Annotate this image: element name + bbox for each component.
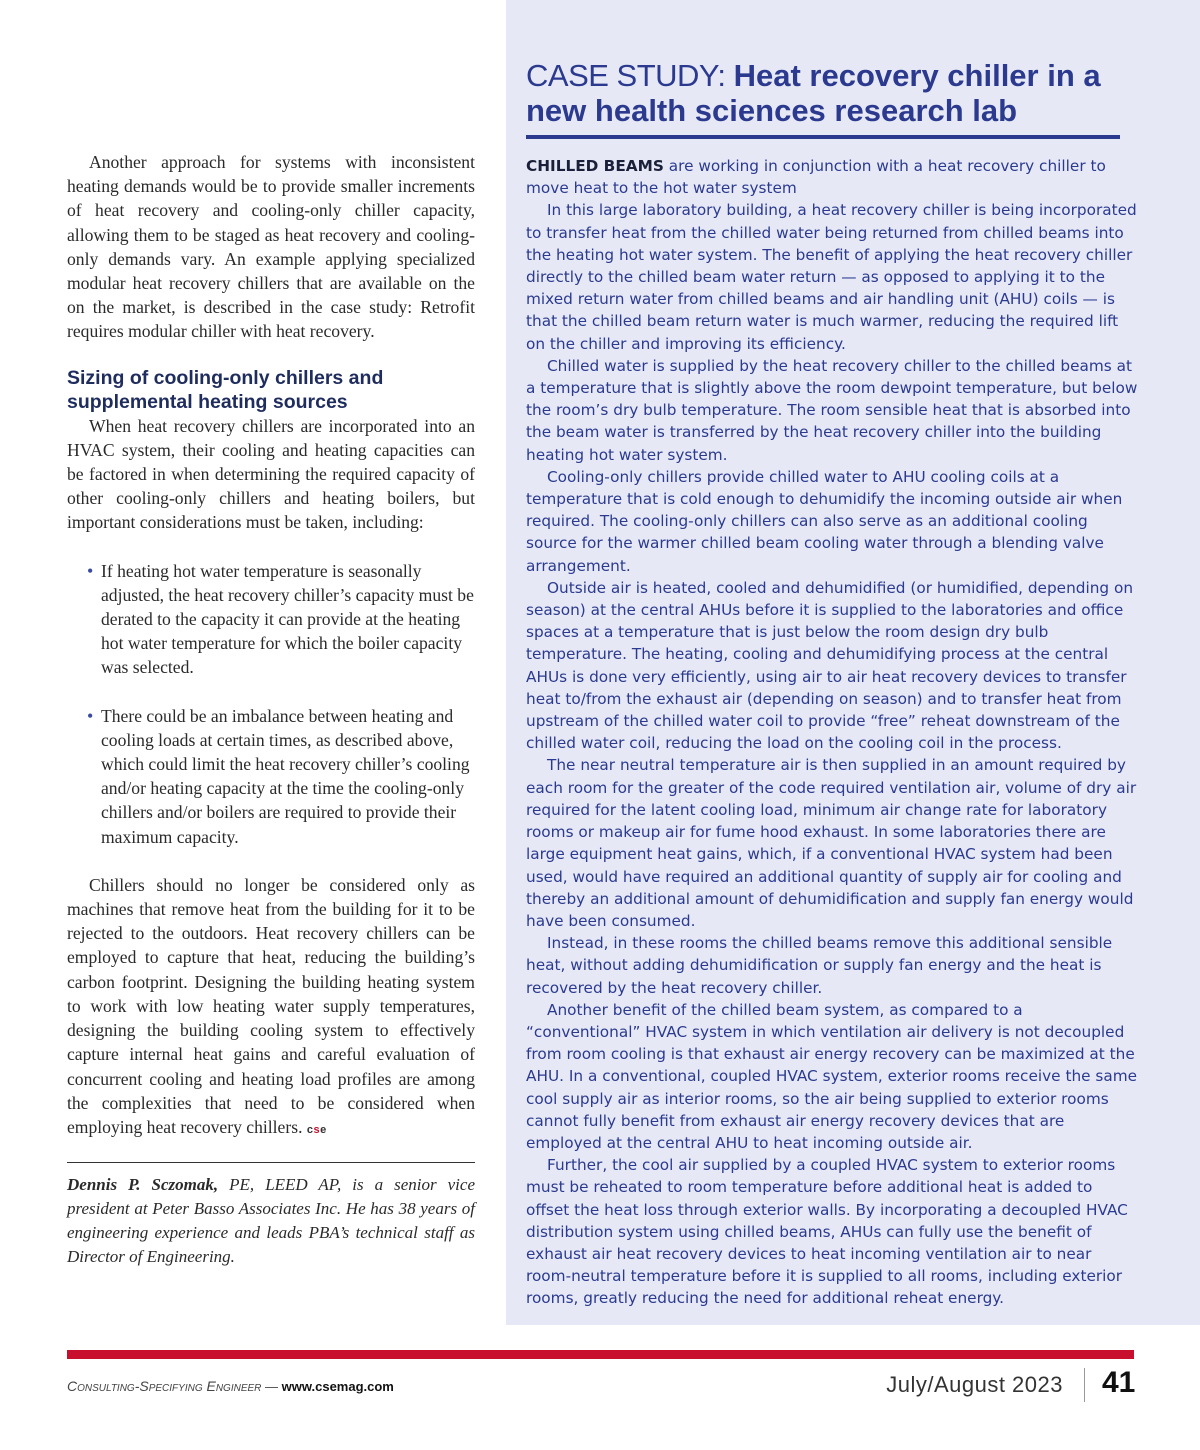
case-study-paragraph: Instead, in these rooms the chilled beams remove this additional sensible heat, without adding dehumidification or supply fan energy and the heat is recovered by the heat recovery chiller. <box>526 934 1113 997</box>
intro-paragraph: Another approach for systems with inconsistent heating demands would be to provide smaller increments of heat recovery and cooling-only chiller capacity, allowing them to be staged as heat recovery and cooling-only demands vary. An example applying specialized modular heat recovery chillers that are available on the on the market, is described in the case study: Retrofit requires modular chiller with heat recovery. <box>67 152 475 342</box>
publication-name: Consulting-Specifying Engineer <box>67 1378 262 1394</box>
bullet-icon: • <box>87 705 94 726</box>
case-study-intro <box>526 155 1138 199</box>
author-bio-text: PE, LEED AP, is a senior vice president at Peter Basso Associates Inc. He has 38 years of engineering experience and leads PBA’s technical staff as Director of Engineering. <box>67 1175 475 1267</box>
case-study-paragraph: Another benefit of the chilled beam system, as compared to a “conventional” HVAC system in which ventilation air delivery is not decoupled from room cooling is that exhaust air energy recovery can be maximized at the AHU. In a conventional, coupled HVAC system, exterior rooms receive the same cool supply air as interior rooms, so the air being supplied to exterior rooms cannot fully benefit from exhaust air energy recovery devices that are employed at the central AHU to heat incoming outside air. <box>526 1000 1138 1152</box>
footer-publication <box>67 1378 394 1394</box>
list-item <box>87 559 475 680</box>
lead-in: CHILLED BEAMS <box>526 157 664 175</box>
case-study-paragraph: The near neutral temperature air is then supplied in an amount required by each room for the greater of the code required ventilation air, volume of dry air required for the latent cooling load, minimum air change rate for laboratory rooms or makeup air for fume hood exhaust. In some laboratories there are large equipment heat gains, which, if a conventional HVAC system had been used, would have required an additional quantity of supply air for cooling and thereby an additional amount of dehumidification and supply fan energy would have been consumed. <box>526 756 1137 930</box>
case-study-paragraph: Outside air is heated, cooled and dehumidified (or humidified, depending on season) at the central AHUs before it is supplied to the laboratories and office spaces at a temperature that is just below the room design dry bulb temperature. The heating, cooling and dehumidifying process at the central AHUs is done very efficiently, using air to air heat recovery devices to transfer heat to/from the exhaust air (depending on season) and to transfer heat from upstream of the chilled water coil to provide “free” reheat downstream of the chilled water coil, reducing the load on the cooling coil in the process. <box>526 578 1134 753</box>
case-study-paragraph: In this large laboratory building, a heat recovery chiller is being incorporated to transfer heat from the chilled water being returned from chilled beams into the heating hot water system. The benefit of applying the heat recovery chiller directly to the chilled beam water return — as opposed to applying it to the mixed return water from chilled beams and air handling unit (AHU) coils — is that the chilled beam return water is much warmer, reducing the required lift on the chiller and improving its efficiency. <box>526 201 1137 353</box>
author-bio <box>67 1173 475 1269</box>
footer-red-bar <box>67 1350 1134 1359</box>
case-study-headline: Heat recovery chiller in a new health sciences research lab <box>526 58 1101 128</box>
case-study-label: CASE STUDY: <box>526 58 734 93</box>
closing-paragraph-text: Chillers should no longer be considered only as machines that remove heat from the building for it to be rejected to the outdoors. Heat recovery chillers can be employed to capture that heat, reducing the building’s carbon footprint. Designing the building heating system to work with low heating water supply temperatures, designing the building cooling system to effectively capture internal heat gains and careful evaluation of concurrent cooling and heating load profiles are among the complexities that need to be considered when employing heat recovery chillers. <box>67 874 475 1137</box>
case-study-title <box>526 58 1138 128</box>
case-study-intro-text: are working in conjunction with a heat recovery chiller to move heat to the hot water system <box>526 157 1106 198</box>
case-study-content <box>526 58 1138 1310</box>
section-subheading: Sizing of cooling-only chillers and supplemental heating sources <box>67 366 384 413</box>
considerations-list <box>67 559 475 849</box>
list-item-text: There could be an imbalance between heating and cooling loads at certain times, as described above, which could limit the heat recovery chiller’s cooling and/or heating capacity at the time the cooling-only chillers and/or boilers are required to provide their maximum capacity. <box>101 705 470 847</box>
author-name: Dennis P. Sczomak, <box>67 1175 219 1195</box>
page-number: 41 <box>1102 1366 1136 1399</box>
sizing-paragraph: When heat recovery chillers are incorporated into an HVAC system, their cooling and heating capacities can be factored in when determining the required capacity of other cooling-only chillers and heating boilers, but important considerations must be taken, including: <box>67 415 475 533</box>
closing-paragraph <box>67 873 475 1142</box>
case-study-paragraph: Chilled water is supplied by the heat recovery chiller to the chilled beams at a temperature that is slightly above the room dewpoint temperature, but below the room’s dry bulb temperature. The room sensible heat that is absorbed into the beam water is transferred by the heat recovery chiller into the building heating hot water system. <box>526 356 1138 464</box>
issue-date: July/August 2023 <box>886 1372 1063 1397</box>
bullet-icon: • <box>87 560 94 581</box>
list-item-text: If heating hot water temperature is seasonally adjusted, the heat recovery chiller’s capacity must be derated to the capacity it can provide at the heating hot water temperature for which the boiler capacity was selected. <box>101 560 474 678</box>
case-study-title-rule <box>526 135 1120 139</box>
end-mark-logo: cse <box>306 1123 327 1136</box>
main-article-column <box>67 150 475 1269</box>
case-study-paragraph: Cooling-only chillers provide chilled water to AHU cooling coils at a temperature that is cold enough to dehumidify the incoming outside air when required. The cooling-only chillers can also serve as an additional cooling source for the warmer chilled beam cooling water through a blending valve arrangement. <box>526 467 1123 575</box>
list-item <box>87 704 475 849</box>
bio-divider <box>67 1162 475 1163</box>
footer-separator: — <box>261 1379 282 1394</box>
case-study-body <box>526 155 1138 1310</box>
case-study-paragraph: Further, the cool air supplied by a coupled HVAC system to exterior rooms must be reheated to room temperature before additional heat is added to offset the heat loss through exterior walls. By incorporating a decoupled HVAC distribution system using chilled beams, AHUs can fully use the benefit of exhaust air heat recovery devices to heat incoming ventilation air to near room-neutral temperature before it is supplied to all rooms, including exterior rooms, greatly reducing the need for additional reheat energy. <box>526 1156 1128 1308</box>
case-study-sidebar <box>506 0 1200 1325</box>
publication-url[interactable]: www.csemag.com <box>281 1379 394 1394</box>
footer-divider <box>1084 1368 1085 1402</box>
